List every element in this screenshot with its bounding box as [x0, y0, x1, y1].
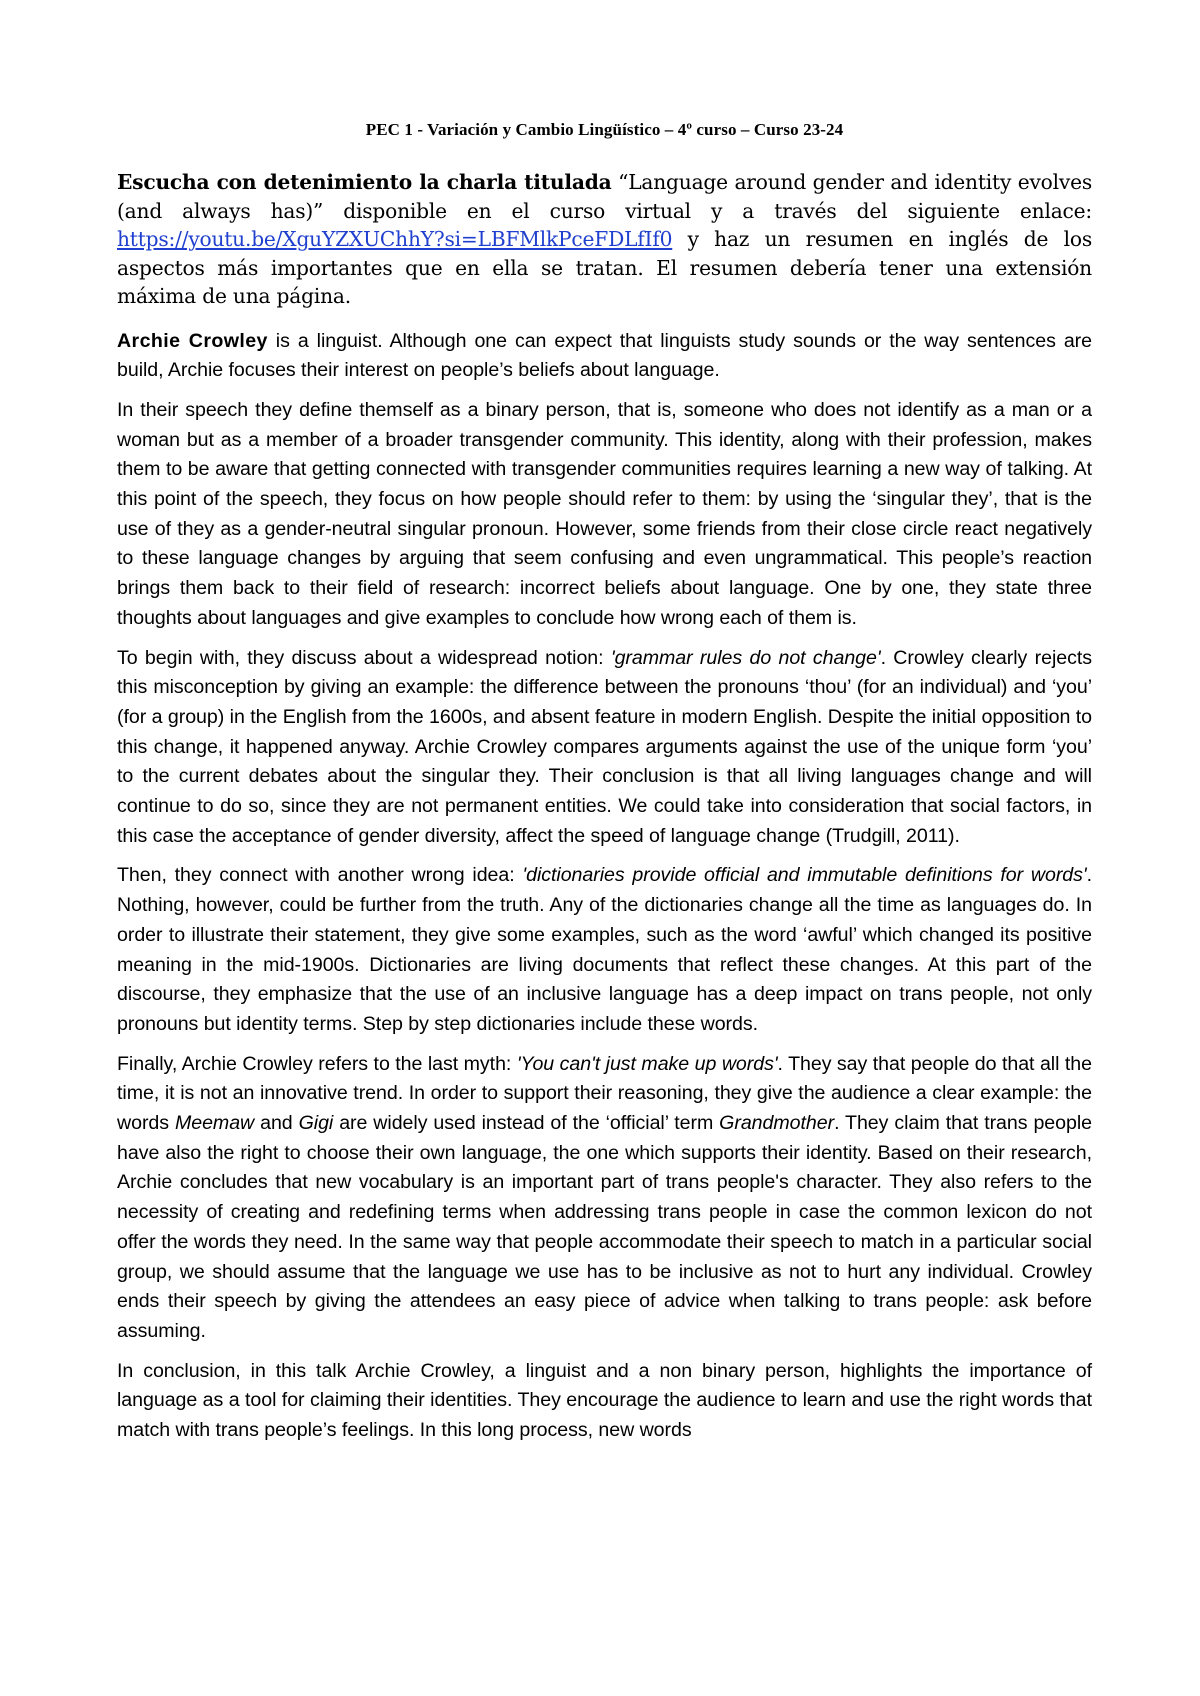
- prompt-text-1: “Language around gender and identity evolves (and always has)” disponible en el curso virtual y a través del siguiente enlace:: [117, 170, 1092, 223]
- myth-grammar-text-2: . Crowley clearly rejects this misconception by giving an example: the difference between the pronouns ‘thou’ (for an individual) and ‘you’ (for a group) in the English from the 1600s, and absent feature in modern English. Despite the initial opposition to this change, it happened anyway. Archie Crowley compares arguments against the use of the unique form ‘you’ to the current debates about the singular they. Their conclusion is that all living languages change and will continue to do so, since they are not permanent entities. We could take into consideration that social factors, in this case the acceptance of gender diversity, affect the speed of language change (Trudgill, 2011).: [117, 646, 1092, 847]
- paragraph-myth-grammar: [117, 644, 1092, 852]
- paragraph-intro-text: is a linguist. Although one can expect that linguists study sounds or the way sentences are build, Archie focuses their interest on people’s beliefs about language.: [117, 329, 1092, 382]
- word-meemaw: Meemaw: [174, 1112, 255, 1135]
- paragraph-intro: [117, 327, 1092, 386]
- document-body: [117, 106, 1092, 1456]
- myth-dictionaries-text-2: . Nothing, however, could be further from the truth. Any of the dictionaries change all the time as languages do. In order to illustrate their statement, they give some examples, such as the word ‘awful’ which changed its positive meaning in the mid-1900s. Dictionaries are living documents that reflect these changes. At this part of the discourse, they emphasize that the use of an inclusive language has a deep impact on trans people, not only pronouns but identity terms. Step by step dictionaries include these words.: [117, 864, 1092, 1035]
- myth-words-text-3: and: [254, 1112, 299, 1135]
- prompt-text-2: y haz un resumen en inglés de los aspectos más importantes que en ella se tratan. El resumen debería tener una extensión máxima de una página.: [117, 227, 1092, 308]
- myth-words-text-1: Finally, Archie Crowley refers to the last myth:: [117, 1052, 517, 1075]
- paragraph-conclusion: In conclusion, in this talk Archie Crowley, a linguist and a non binary person, highlights the importance of language as a tool for claiming their identities. They encourage the audience to learn and use the right words that match with trans people’s feelings. In this long process, new words: [117, 1359, 1092, 1442]
- myth-dictionaries-text-1: Then, they connect with another wrong idea:: [117, 864, 523, 887]
- speaker-name: Archie Crowley: [117, 329, 268, 352]
- myth-grammar-quote: 'grammar rules do not change': [610, 646, 881, 669]
- myth-words-text-2: . They say that people do that all the time, it is not an innovative trend. In order to support their reasoning, they give the audience a clear example: the words: [117, 1052, 1092, 1135]
- paragraph-myth-dictionaries: [117, 861, 1092, 1039]
- prompt-bold-lead: Escucha con detenimiento la charla titulada: [117, 170, 612, 194]
- word-gigi: Gigi: [298, 1112, 334, 1135]
- myth-words-text-4: are widely used instead of the ‘official’ term: [333, 1112, 720, 1135]
- assignment-prompt: [117, 168, 1092, 311]
- myth-dictionaries-quote: 'dictionaries provide official and immutable definitions for words': [522, 864, 1087, 887]
- paragraph-myth-words: [117, 1050, 1092, 1347]
- myth-words-quote: 'You can't just make up words': [516, 1052, 778, 1075]
- myth-grammar-text-1: To begin with, they discuss about a widespread notion:: [117, 646, 611, 669]
- myth-words-text-5: . They claim that trans people have also the right to choose their own language, the one which supports their identity. Based on their research, Archie concludes that new vocabulary is an important part of trans people's character. They also refers to the necessity of creating and redefining terms when addressing trans people in case the common lexicon do not offer the words they need. In the same way that people accommodate their speech to match in a particular social group, we should assume that the language we use has to be inclusive as not to hurt any individual. Crowley ends their speech by giving the attendees an easy piece of advice when talking to trans people: ask before assuming.: [117, 1112, 1092, 1342]
- video-link[interactable]: https://youtu.be/XguYZXUChhY?si=LBFMlkPceFDLfIf0: [117, 227, 673, 251]
- paragraph-identity: In their speech they define themself as a binary person, that is, someone who does not identify as a man or a woman but as a member of a broader transgender community. This identity, along with their profession, makes them to be aware that getting connected with transgender communities requires learning a new way of talking. At this point of the speech, they focus on how people should refer to them: by using the ‘singular they’, that is the use of they as a gender-neutral singular pronoun. However, some friends from their close circle react negatively to these language changes by arguing that seem confusing and even ungrammatical. This people’s reaction brings them back to their field of research: incorrect beliefs about language. One by one, they state three thoughts about languages and give examples to conclude how wrong each of them is.: [117, 398, 1092, 629]
- word-grandmother: Grandmother: [719, 1112, 835, 1135]
- document-header: PEC 1 - Variación y Cambio Lingüístico – 4º curso – Curso 23-24: [365, 120, 844, 139]
